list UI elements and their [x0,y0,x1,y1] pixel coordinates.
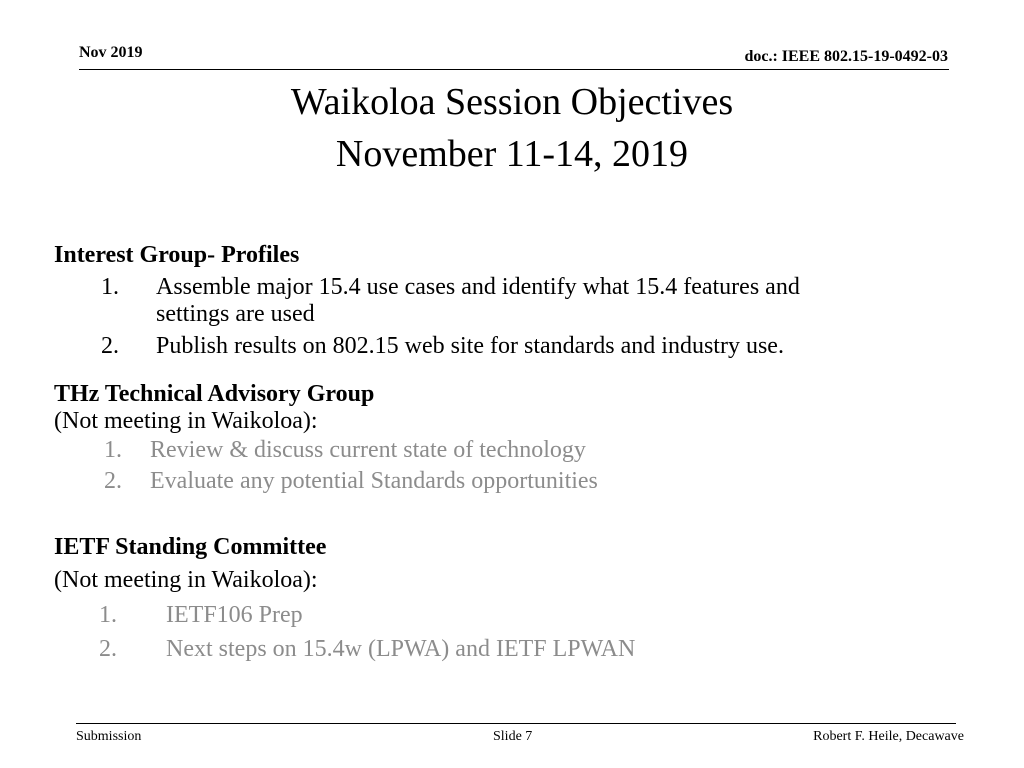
section-heading-ietf: IETF Standing Committee [54,534,327,560]
list-item: IETF106 Prep [166,602,303,628]
footer-slide-number: Slide 7 [493,729,533,744]
section-note-ietf: (Not meeting in Waikoloa): [54,567,318,593]
slide-title [0,76,1024,180]
footer-author: Robert F. Heile, Decawave [813,729,964,744]
list-item: Assemble major 15.4 use cases and identify what 15.4 features and [156,274,800,300]
header-divider [79,69,949,70]
footer-divider [76,723,956,724]
list-number: 1. [99,602,117,628]
list-number: 2. [104,468,122,494]
list-item-continuation: settings are used [156,301,315,327]
list-number: 2. [101,333,119,359]
section-heading-thz: THz Technical Advisory Group [54,381,375,407]
section-heading-ig-profiles: Interest Group- Profiles [54,242,300,268]
section-note-thz: (Not meeting in Waikoloa): [54,408,318,434]
list-number: 2. [99,636,117,662]
header-doc-id: doc.: IEEE 802.15-19-0492-03 [744,48,948,65]
list-number: 1. [104,437,122,463]
list-item: Review & discuss current state of technology [150,437,586,463]
list-item: Publish results on 802.15 web site for standards and industry use. [156,333,784,359]
list-number: 1. [101,274,119,300]
list-item: Evaluate any potential Standards opportunities [150,468,598,494]
footer-submission: Submission [76,729,142,744]
list-item: Next steps on 15.4w (LPWA) and IETF LPWAN [166,636,636,662]
title-line-1: Waikoloa Session Objectives [290,81,734,123]
title-line-2: November 11-14, 2019 [335,133,689,175]
header-date: Nov 2019 [79,44,143,61]
